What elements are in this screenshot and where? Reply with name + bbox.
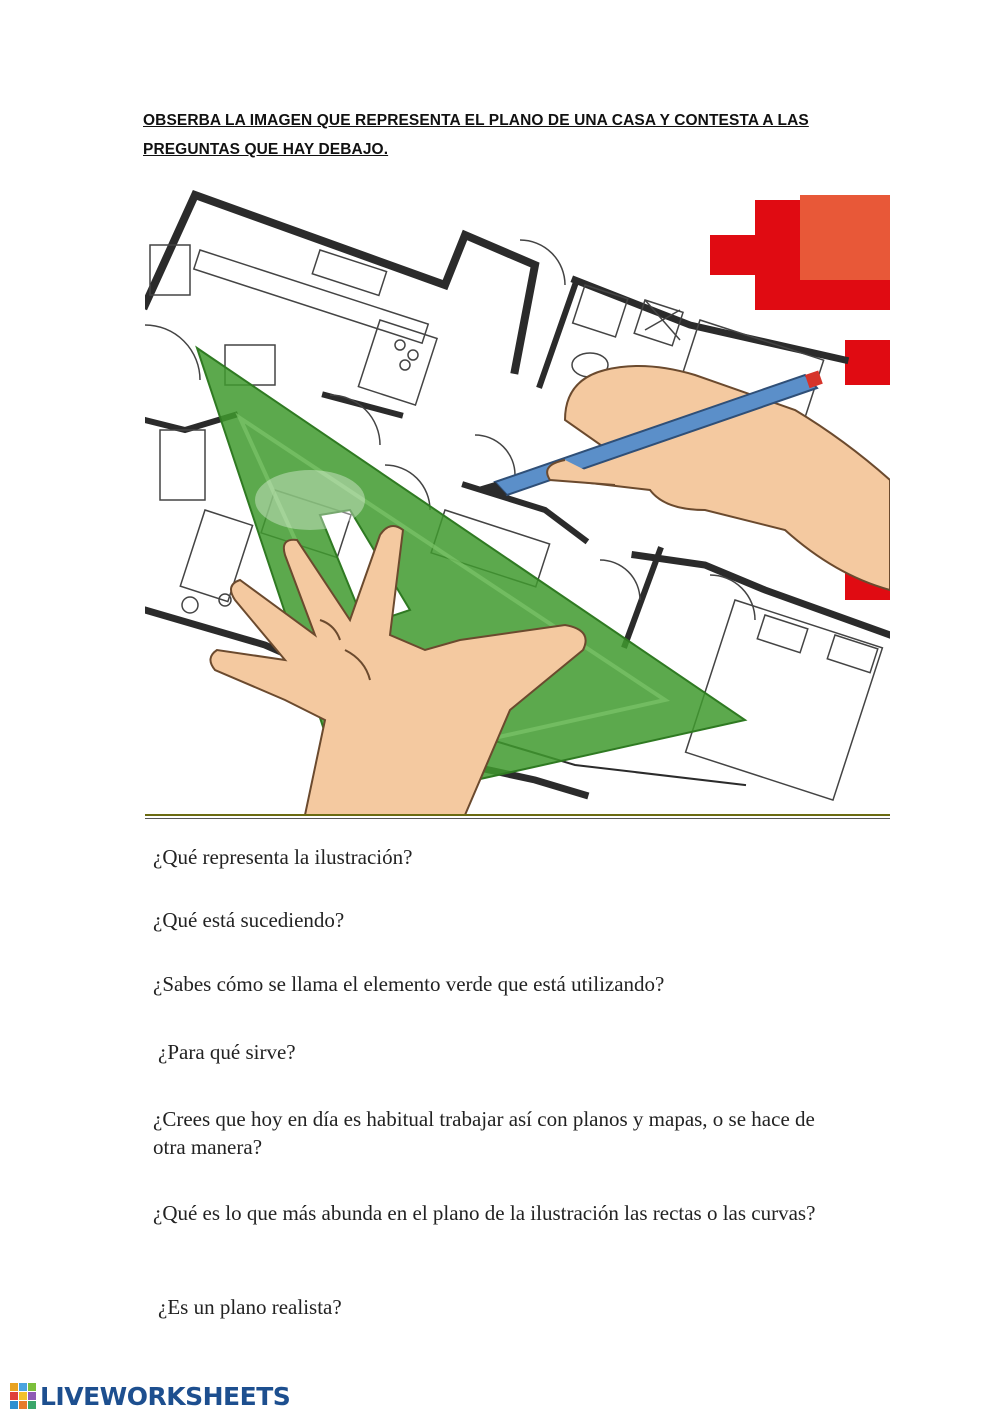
question-7: ¿Es un plano realista? (158, 1295, 342, 1319)
floor-plan-illustration (145, 180, 890, 815)
liveworksheets-logo[interactable] (10, 1380, 290, 1412)
question-6: ¿Qué es lo que más abunda en el plano de la ilustración las rectas o las curvas? (153, 1201, 816, 1225)
worksheet-title: OBSERBA LA IMAGEN QUE REPRESENTA EL PLANO DE UNA CASA Y CONTESTA A LAS PREGUNTAS QUE HAY DEBAJO. (143, 112, 809, 158)
question-5: ¿Crees que hoy en día es habitual trabajar así con planos y mapas, o se hace de otra manera? (153, 1107, 815, 1159)
question-3: ¿Sabes cómo se llama el elemento verde que está utilizando? (153, 972, 665, 996)
question-4: ¿Para qué sirve? (158, 1040, 296, 1064)
logo-blocks-icon (10, 1383, 36, 1409)
question-2: ¿Qué está sucediendo? (153, 908, 345, 932)
logo-text: LIVEWORKSHEETS (40, 1381, 291, 1411)
question-1: ¿Qué representa la ilustración? (153, 845, 413, 869)
illustration-divider (145, 814, 890, 816)
illustration-divider-thin (145, 818, 890, 819)
